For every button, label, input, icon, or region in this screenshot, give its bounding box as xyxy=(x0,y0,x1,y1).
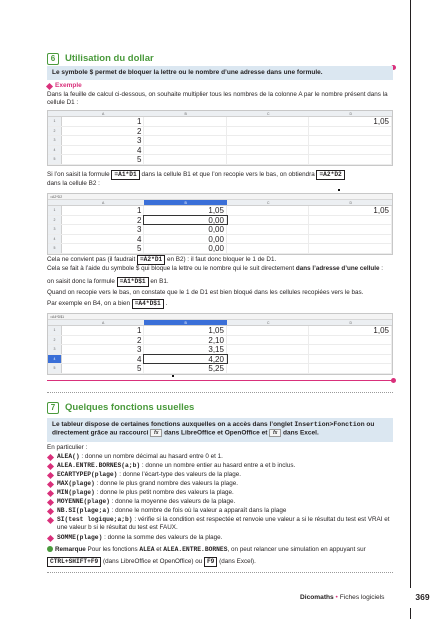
cell[interactable] xyxy=(309,336,392,345)
cell[interactable]: 2,10 xyxy=(144,336,227,345)
section-6-heading xyxy=(47,52,154,66)
cell[interactable] xyxy=(227,364,310,373)
section-7-intro-box: Le tableur dispose de certaines fonctions auxquelles on a accès dans l’onglet Insertion>Fonction ou directement grâce au raccourci fx dans LibreOffice et OpenOffice et fx dans Excel. xyxy=(47,418,393,442)
cell[interactable] xyxy=(227,127,310,136)
bullet-icon xyxy=(47,472,54,479)
cell[interactable] xyxy=(309,364,392,373)
table-row: 2 2 xyxy=(48,127,392,137)
cell[interactable] xyxy=(309,244,392,253)
table-row: 4 4 0,00 xyxy=(48,235,392,245)
cell[interactable] xyxy=(309,127,392,136)
table-row: 3 3 0,00 xyxy=(48,225,392,235)
cell[interactable] xyxy=(227,336,310,345)
cell[interactable]: 0,00 xyxy=(144,216,227,225)
function-wizard-icon: fx xyxy=(150,429,162,437)
paragraph: Cela ne convient pas (il faudrait =A2*D1 en B2) : il faut donc bloquer le 1 de D1. xyxy=(47,256,277,263)
table-row: 2 2 0,00 xyxy=(48,216,392,226)
table-row: 1 1 1,05 xyxy=(48,117,392,127)
formula-box: =A2*D1 xyxy=(137,255,165,265)
list-item: MIN(plage) : donne le plus petit nombre des valeurs la plage. xyxy=(47,489,393,497)
cell[interactable]: 3 xyxy=(62,345,145,354)
column-header-row: A B C D xyxy=(48,200,392,206)
paragraph: Si l’on saisit la formule =A1*D1 dans la cellule B1 et que l’on recopie vers le bas, on obtiendra =A2*D2 dans la cellule B2 : xyxy=(47,170,393,188)
cell[interactable]: 1,05 xyxy=(309,117,392,126)
table-row: 4 4 xyxy=(48,146,392,156)
mouse-cursor xyxy=(338,189,340,191)
table-row: 4 4 4,20 xyxy=(48,355,392,365)
table-row: 5 5 0,00 xyxy=(48,244,392,254)
cell[interactable] xyxy=(227,326,310,335)
cell[interactable] xyxy=(227,146,310,155)
cell[interactable] xyxy=(144,127,227,136)
cell[interactable]: 4 xyxy=(62,146,145,155)
section-number: 6 xyxy=(47,53,59,65)
cell[interactable]: 3 xyxy=(62,225,145,234)
section-7-heading xyxy=(47,401,194,415)
formula-box: =A1*D$1 xyxy=(117,277,149,287)
page-number: 369 xyxy=(410,588,435,608)
cell[interactable] xyxy=(309,155,392,164)
spreadsheet-1 xyxy=(47,110,393,166)
cell[interactable] xyxy=(227,355,310,364)
column-header-row: A B C D xyxy=(48,320,392,326)
table-row: 3 3 3,15 xyxy=(48,345,392,355)
cell[interactable]: 5,25 xyxy=(144,364,227,373)
list-item: ECARTYPEP(plage) : donne l’écart-type des valeurs de la plage. xyxy=(47,471,393,479)
table-row: 2 2 2,10 xyxy=(48,336,392,346)
cell[interactable]: 3,15 xyxy=(144,345,227,354)
cell[interactable]: 2 xyxy=(62,216,145,225)
bullet-icon xyxy=(47,535,54,542)
column-header: A xyxy=(102,112,105,116)
cell[interactable]: 2 xyxy=(62,336,145,345)
bullet-icon xyxy=(47,481,54,488)
column-header: B xyxy=(184,112,187,116)
section-rule xyxy=(47,380,393,381)
list-item: SOMME(plage) : donne la somme des valeurs de la plage. xyxy=(47,534,393,542)
cell[interactable] xyxy=(227,244,310,253)
cell[interactable] xyxy=(309,345,392,354)
formula-box: =A4*D$1 xyxy=(132,299,164,309)
insert-function-icon: fx xyxy=(269,429,281,437)
cell[interactable]: 0,00 xyxy=(144,244,227,253)
cell[interactable]: 1 xyxy=(62,326,145,335)
remark-keys: CTRL+SHIFT+F9 (dans LibreOffice et OpenOffice) ou F9 (dans Excel). xyxy=(47,557,393,567)
bullet-icon xyxy=(47,508,54,515)
cell[interactable]: 5 xyxy=(62,244,145,253)
formula-bar[interactable]: =A2*D2 xyxy=(48,194,392,200)
cell[interactable]: 1,05 xyxy=(309,326,392,335)
list-item: NB.SI(plage;a) : donne le nombre de fois où la valeur a apparaît dans la plage xyxy=(47,507,393,515)
cell[interactable] xyxy=(309,225,392,234)
cell[interactable]: 4,20 xyxy=(144,355,227,364)
bullet-icon xyxy=(47,454,54,461)
paragraph: En particulier : xyxy=(47,444,88,451)
spreadsheet-2 xyxy=(47,193,393,255)
example-label: Exemple xyxy=(47,82,82,90)
cell[interactable] xyxy=(144,155,227,164)
cell[interactable] xyxy=(227,235,310,244)
cell[interactable] xyxy=(309,136,392,145)
cell[interactable] xyxy=(227,136,310,145)
cell[interactable] xyxy=(227,155,310,164)
cell[interactable] xyxy=(309,235,392,244)
cell[interactable]: 1,05 xyxy=(144,206,227,215)
cell[interactable] xyxy=(144,117,227,126)
cell[interactable]: 0,00 xyxy=(144,235,227,244)
paragraph: Quand on recopie vers le bas, on constate que le 1 de D1 est bien bloqué dans les cellules recopiées vers le bas. xyxy=(47,289,364,296)
column-header: D xyxy=(349,112,352,116)
remark: Remarque Pour les fonctions ALEA et ALEA.ENTRE.BORNES, on peut relancer une simulation en appuyant sur xyxy=(47,546,393,554)
mouse-cursor xyxy=(172,375,174,377)
paragraph: Par exemple en B4, on a bien =A4*D$1 . xyxy=(47,300,168,307)
cell[interactable]: 5 xyxy=(62,364,145,373)
margin-rule xyxy=(410,0,411,619)
table-row: 5 5 5,25 xyxy=(48,364,392,374)
section-title: Quelques fonctions usuelles xyxy=(65,401,195,413)
cell[interactable] xyxy=(144,136,227,145)
diamond-icon xyxy=(46,83,53,90)
cell[interactable] xyxy=(227,206,310,215)
formula-box: =A2*D2 xyxy=(316,170,344,180)
cell[interactable]: 1,05 xyxy=(309,206,392,215)
cell[interactable]: 1 xyxy=(62,117,145,126)
cell[interactable] xyxy=(227,117,310,126)
cell[interactable]: 1,05 xyxy=(144,326,227,335)
cell[interactable]: 0,00 xyxy=(144,225,227,234)
bullet-icon xyxy=(47,517,54,524)
list-item: SI(test logique;a;b) : vérifie si la condition est respectée et renvoie une valeur a si le résultat du test est VRAI et une valeur b si le résultat du test est FAUX. xyxy=(47,516,393,532)
cell[interactable]: 1 xyxy=(62,206,145,215)
cell[interactable]: 4 xyxy=(62,355,145,364)
column-header: C xyxy=(266,112,270,116)
table-row: 1 1 1,05 1,05 xyxy=(48,206,392,216)
spreadsheet-3 xyxy=(47,313,393,375)
cell[interactable]: 5 xyxy=(62,155,145,164)
list-item: ALEA() : donne un nombre décimal au hasard entre 0 et 1. xyxy=(47,453,393,461)
cell[interactable] xyxy=(309,216,392,225)
cell[interactable]: 4 xyxy=(62,235,145,244)
cell[interactable]: 2 xyxy=(62,127,145,136)
dotted-divider xyxy=(47,392,393,393)
cell[interactable] xyxy=(227,345,310,354)
formula-bar[interactable]: =A4*D$1 xyxy=(48,314,392,320)
table-row: 3 3 xyxy=(48,136,392,146)
formula-box: =A1*D1 xyxy=(111,170,139,180)
bullet-icon xyxy=(47,463,54,470)
list-item: ALEA.ENTRE.BORNES(a;b) : donne un nombre entier au hasard entre a et b inclus. xyxy=(47,462,393,470)
remark-icon xyxy=(47,546,53,552)
table-row: 5 5 xyxy=(48,155,392,165)
cell[interactable] xyxy=(227,216,310,225)
cell[interactable] xyxy=(227,225,310,234)
cell[interactable] xyxy=(144,146,227,155)
keyboard-shortcut: F9 xyxy=(204,557,217,567)
dotted-divider xyxy=(47,572,393,573)
footer: Dicomaths • Fiches logiciels xyxy=(300,594,385,601)
list-item: MOYENNE(plage) : donne la moyenne des valeurs de la plage. xyxy=(47,498,393,506)
table-row: 1 1 1,05 1,05 xyxy=(48,326,392,336)
section-6-intro-box: Le symbole $ permet de bloquer la lettre ou le nombre d’une adresse dans une formule. xyxy=(47,66,393,80)
paragraph: Dans la feuille de calcul ci-dessous, on souhaite multiplier tous les nombres de la colonne A par le nombre présent dans la cellule D1 : xyxy=(47,91,388,107)
section-number: 7 xyxy=(47,402,59,414)
keyboard-shortcut: CTRL+SHIFT+F9 xyxy=(47,557,101,567)
cell[interactable]: 3 xyxy=(62,136,145,145)
cell[interactable] xyxy=(309,146,392,155)
bullet-icon xyxy=(47,490,54,497)
list-item: MAX(plage) : donne le plus grand nombre des valeurs la plage. xyxy=(47,480,393,488)
section-title: Utilisation du dollar xyxy=(65,52,154,64)
cell[interactable] xyxy=(309,355,392,364)
bullet-icon xyxy=(47,499,54,506)
paragraph: Cela se fait à l’aide du symbole $ qui bloque la lettre ou le nombre qui le suit directement dans l’adresse d’une cellule : xyxy=(47,265,384,272)
paragraph: on saisit donc la formule =A1*D$1 en B1. xyxy=(47,278,169,285)
